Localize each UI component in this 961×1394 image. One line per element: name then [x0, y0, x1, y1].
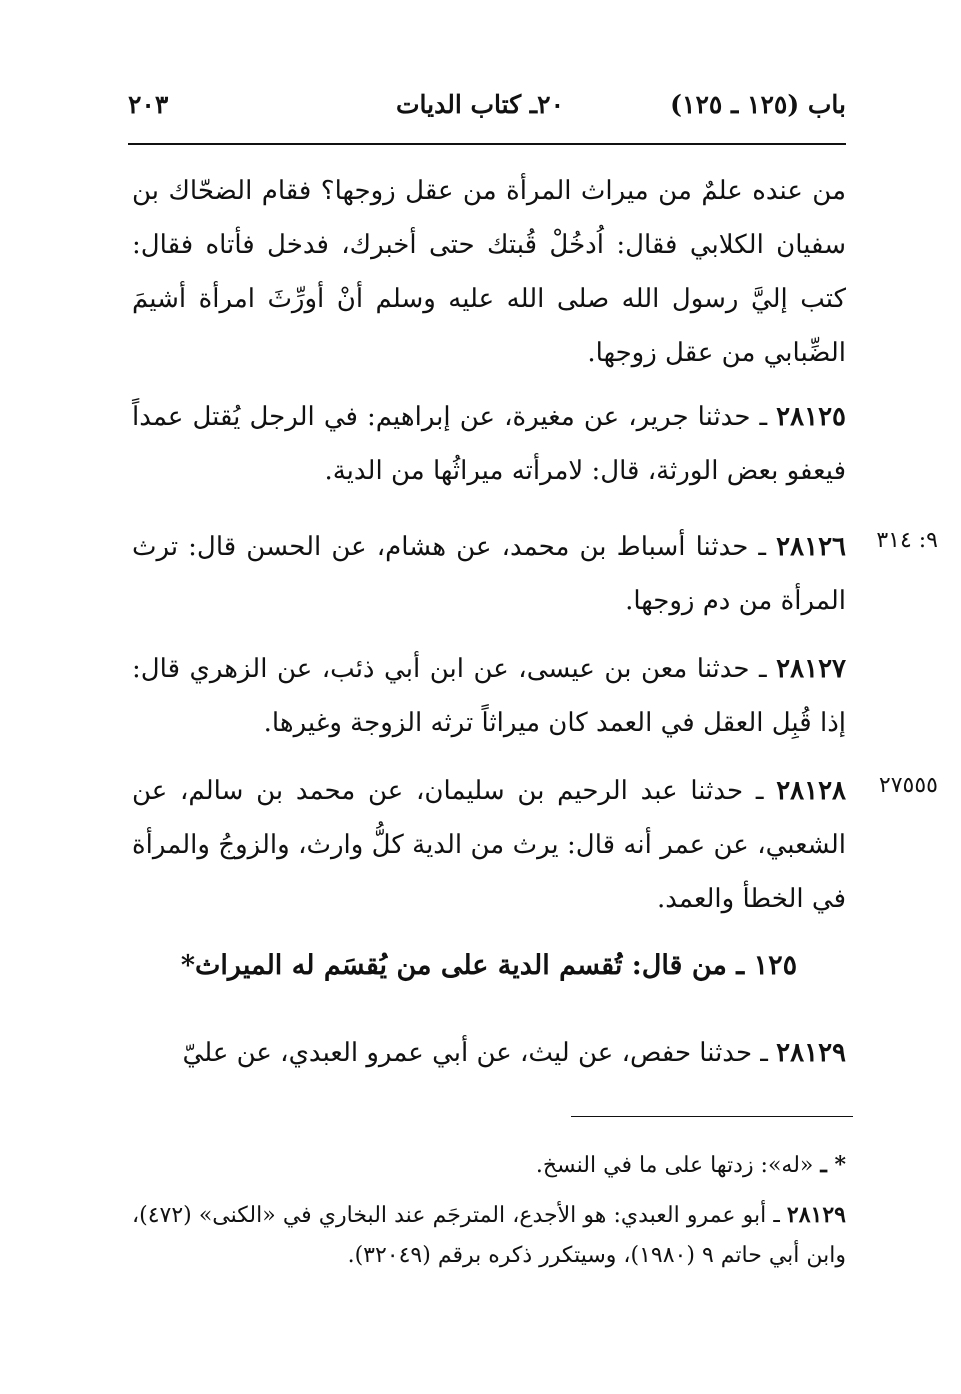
margin-cross-reference: ٩: ٣١٤: [876, 528, 938, 553]
footnote: [132, 1145, 846, 1186]
hadith-number: ٢٨١٢٧: [776, 654, 846, 684]
hadith-number: ٢٨١٢٩: [776, 1038, 846, 1068]
hadith-text: ـ حدثنا عبد الرحيم بن سليمان، عن محمد بن سالم، عن الشعبي، عن عمر أنه قال: يرث من الدية كلُّ وارث، والزوجُ والمرأة في الخطأ والعمد.: [132, 776, 846, 914]
hadith-text: ـ حدثنا جرير، عن مغيرة، عن إبراهيم: في الرجل يُقتل عمداً فيعفو بعض الورثة، قال: لامرأته ميراثُها من الدية.: [132, 402, 846, 486]
footnote: [132, 1195, 846, 1276]
header-rule: [128, 143, 846, 145]
hadith-entry: [132, 642, 846, 750]
footnote-marker: * ـ: [820, 1152, 846, 1178]
hadith-text: ـ حدثنا أسباط بن محمد، عن هشام، عن الحسن قال: ترث المرأة من دم زوجها.: [132, 532, 846, 616]
hadith-entry: [132, 520, 846, 628]
footnote-rule: [571, 1116, 853, 1117]
hadith-number: ٢٨١٢٥: [776, 402, 846, 432]
intro-paragraph: من عنده علمٌ من ميراث المرأة من عقل زوجها؟ فقام الضحّاك بن سفيان الكلابي فقال: اُدخُلْ قُبتك حتى أخبرك، فدخل فأتاه فقال: كتب إليَّ رسول الله صلى الله عليه وسلم أنْ أورِّثَ امرأة أشيمَ الضِّبابي من عقل زوجها.: [132, 176, 847, 368]
footnote-text: «له»: زدتها على ما في النسخ.: [535, 1153, 814, 1178]
hadith-number: ٢٨١٢٨: [776, 776, 847, 806]
header-chapter-range: باب (١٢٥ ـ ١٢٥): [670, 90, 846, 119]
hadith-text: ـ حدثنا معن بن عيسى، عن ابن أبي ذئب، عن الزهري قال: إذا قُبِل العقل في العمد كان ميراثاً ترثه الزوجة وغيرها.: [132, 654, 846, 738]
hadith-entry: [132, 1026, 846, 1080]
footnote-text: ـ أبو عمرو العبدي: هو الأجدع، المترجَم عند البخاري في «الكنى» (٤٧٢)، وابن أبي حاتم ٩ (١٩٨٠)، وسيتكرر ذكره برقم (٣٢٠٤٩).: [132, 1203, 846, 1268]
header-book-title: ٢٠ـ كتاب الديات: [396, 90, 564, 119]
margin-cross-reference: ٢٧٥٥٥: [878, 773, 938, 798]
hadith-entry: [132, 764, 846, 926]
hadith-number: ٢٨١٢٦: [776, 532, 846, 562]
footnote-marker: ٢٨١٢٩: [786, 1202, 846, 1228]
hadith-entry: [132, 390, 846, 498]
header-page-number: ٢٠٣: [128, 90, 169, 119]
hadith-text: ـ حدثنا حفص، عن ليث، عن أبي عمرو العبدي، عن عليّ: [182, 1038, 768, 1068]
chapter-heading: ١٢٥ ـ من قال: تُقسم الدية على من يُقسَم له الميراث*: [180, 950, 798, 981]
